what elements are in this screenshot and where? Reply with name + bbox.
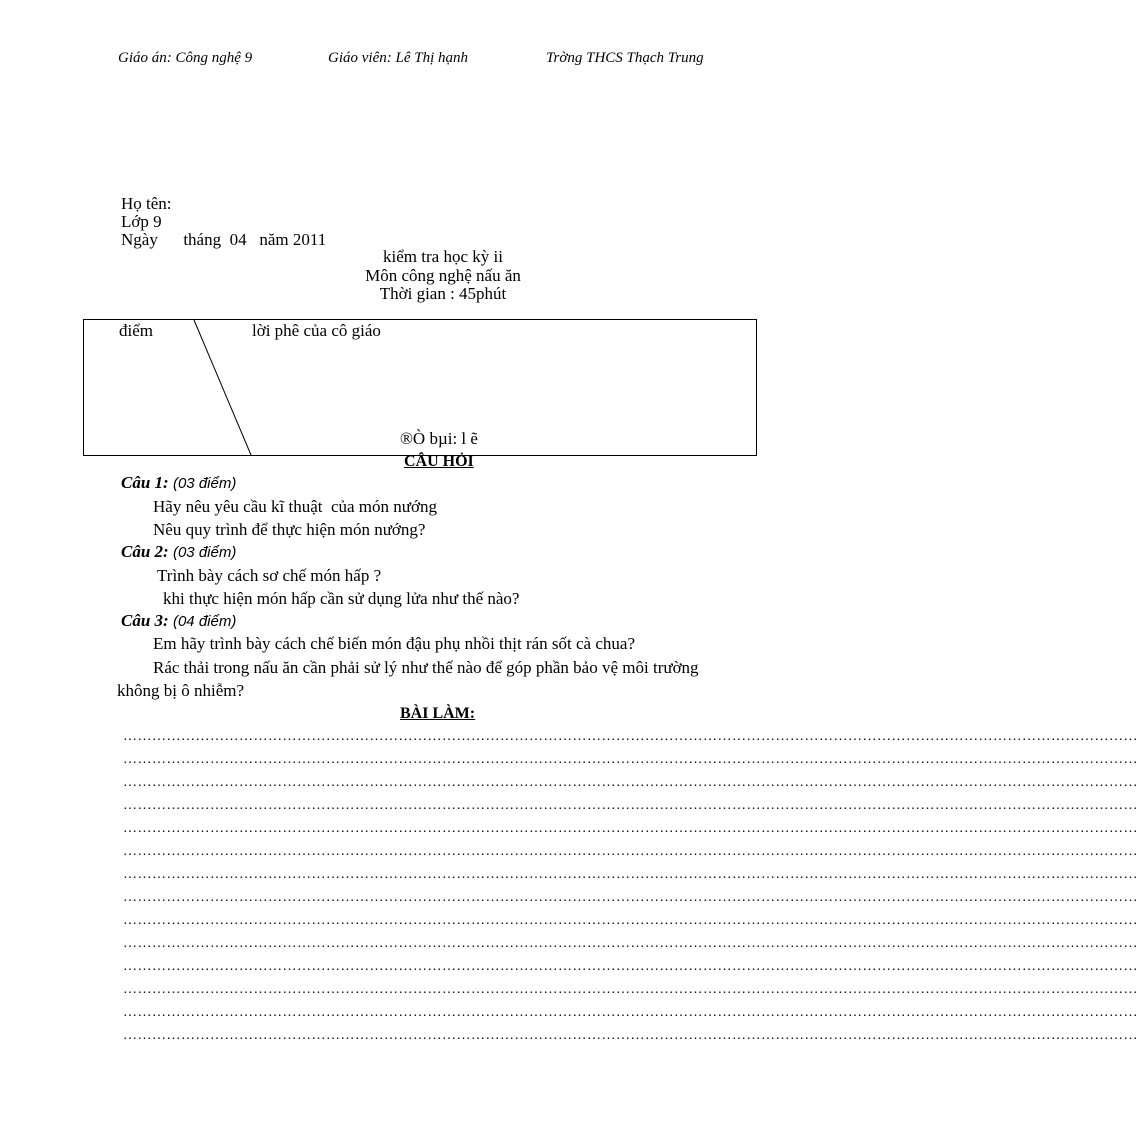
question-2-heading [121,541,236,564]
header-school: Trờng THCS Thạch Trung [546,50,704,66]
question-3-line-2: Rác thải trong nấu ăn cần phải sử lý như thế nào để góp phần bảo vệ môi trường [153,658,699,677]
answer-line[interactable]: ………………………………………………………………………………………………………………………………………………………………………………………… [123,959,1138,974]
question-3-line-1: Em hãy trình bày cách chế biến món đậu phụ nhồi thịt rán sốt cà chua? [153,634,635,653]
grade-box [83,319,757,456]
class-label: Lớp 9 [121,212,162,231]
answer-line[interactable]: ………………………………………………………………………………………………………………………………………………………………………………………… [123,729,1138,744]
header-teacher: Giáo viên: Lê Thị hạnh [328,50,468,66]
name-label: Họ tên: [121,194,172,213]
question-3-heading [121,610,236,633]
question-3-points: (04 điểm) [172,613,237,630]
exam-subject: Môn công nghệ nấu ăn [365,266,521,285]
date-label: Ngày tháng 04 năm 2011 [121,230,327,249]
question-1-heading [121,472,236,495]
score-label: điểm [119,321,153,340]
question-2-line-1: Trình bày cách sơ chế món hấp ? [157,566,382,585]
question-1-line-2: Nêu quy trình để thực hiện món nướng? [153,520,426,539]
exam-title: kiểm tra học kỳ ii [383,247,503,266]
question-2-label: Câu 2: [121,542,169,561]
comment-label: lời phê của cô giáo [252,321,381,340]
answer-line[interactable]: ………………………………………………………………………………………………………………………………………………………………………………………… [123,821,1138,836]
question-3-label: Câu 3: [121,611,169,630]
question-3-line-3: không bị ô nhiễm? [117,681,245,700]
answer-line[interactable]: ………………………………………………………………………………………………………………………………………………………………………………………… [123,936,1138,951]
answer-line[interactable]: ………………………………………………………………………………………………………………………………………………………………………………………… [123,752,1138,767]
answer-line[interactable]: ………………………………………………………………………………………………………………………………………………………………………………………… [123,982,1138,997]
answer-line[interactable]: ………………………………………………………………………………………………………………………………………………………………………………………… [123,867,1138,882]
exam-time: Thời gian : 45phút [379,284,507,303]
answer-line[interactable]: ………………………………………………………………………………………………………………………………………………………………………………………… [123,775,1138,790]
question-1-label: Câu 1: [121,473,169,492]
exam-code: ®Ò bµi: l ẽ [400,429,478,448]
question-2-line-2: khi thực hiện món hấp cần sử dụng lửa như thế nào? [163,589,520,608]
answer-line[interactable]: ………………………………………………………………………………………………………………………………………………………………………………………… [123,844,1138,859]
answer-line[interactable]: ………………………………………………………………………………………………………………………………………………………………………………………… [123,913,1138,928]
answer-line[interactable]: ………………………………………………………………………………………………………………………………………………………………………………………… [123,1028,1138,1043]
header-subject: Giáo án: Công nghệ 9 [118,50,253,66]
question-1-points: (03 điểm) [172,475,237,492]
page-header [118,50,766,64]
answer-line[interactable]: ………………………………………………………………………………………………………………………………………………………………………………………… [123,1005,1138,1020]
question-1-line-1: Hãy nêu yêu cầu kĩ thuật của món nướng [153,497,437,516]
question-2-points: (03 điểm) [172,544,237,561]
answer-line[interactable]: ………………………………………………………………………………………………………………………………………………………………………………………… [123,890,1138,905]
answer-title: BÀI LÀM: [400,705,476,722]
answer-line[interactable]: ………………………………………………………………………………………………………………………………………………………………………………………… [123,798,1138,813]
questions-title: CÂU HỎI [404,453,474,470]
